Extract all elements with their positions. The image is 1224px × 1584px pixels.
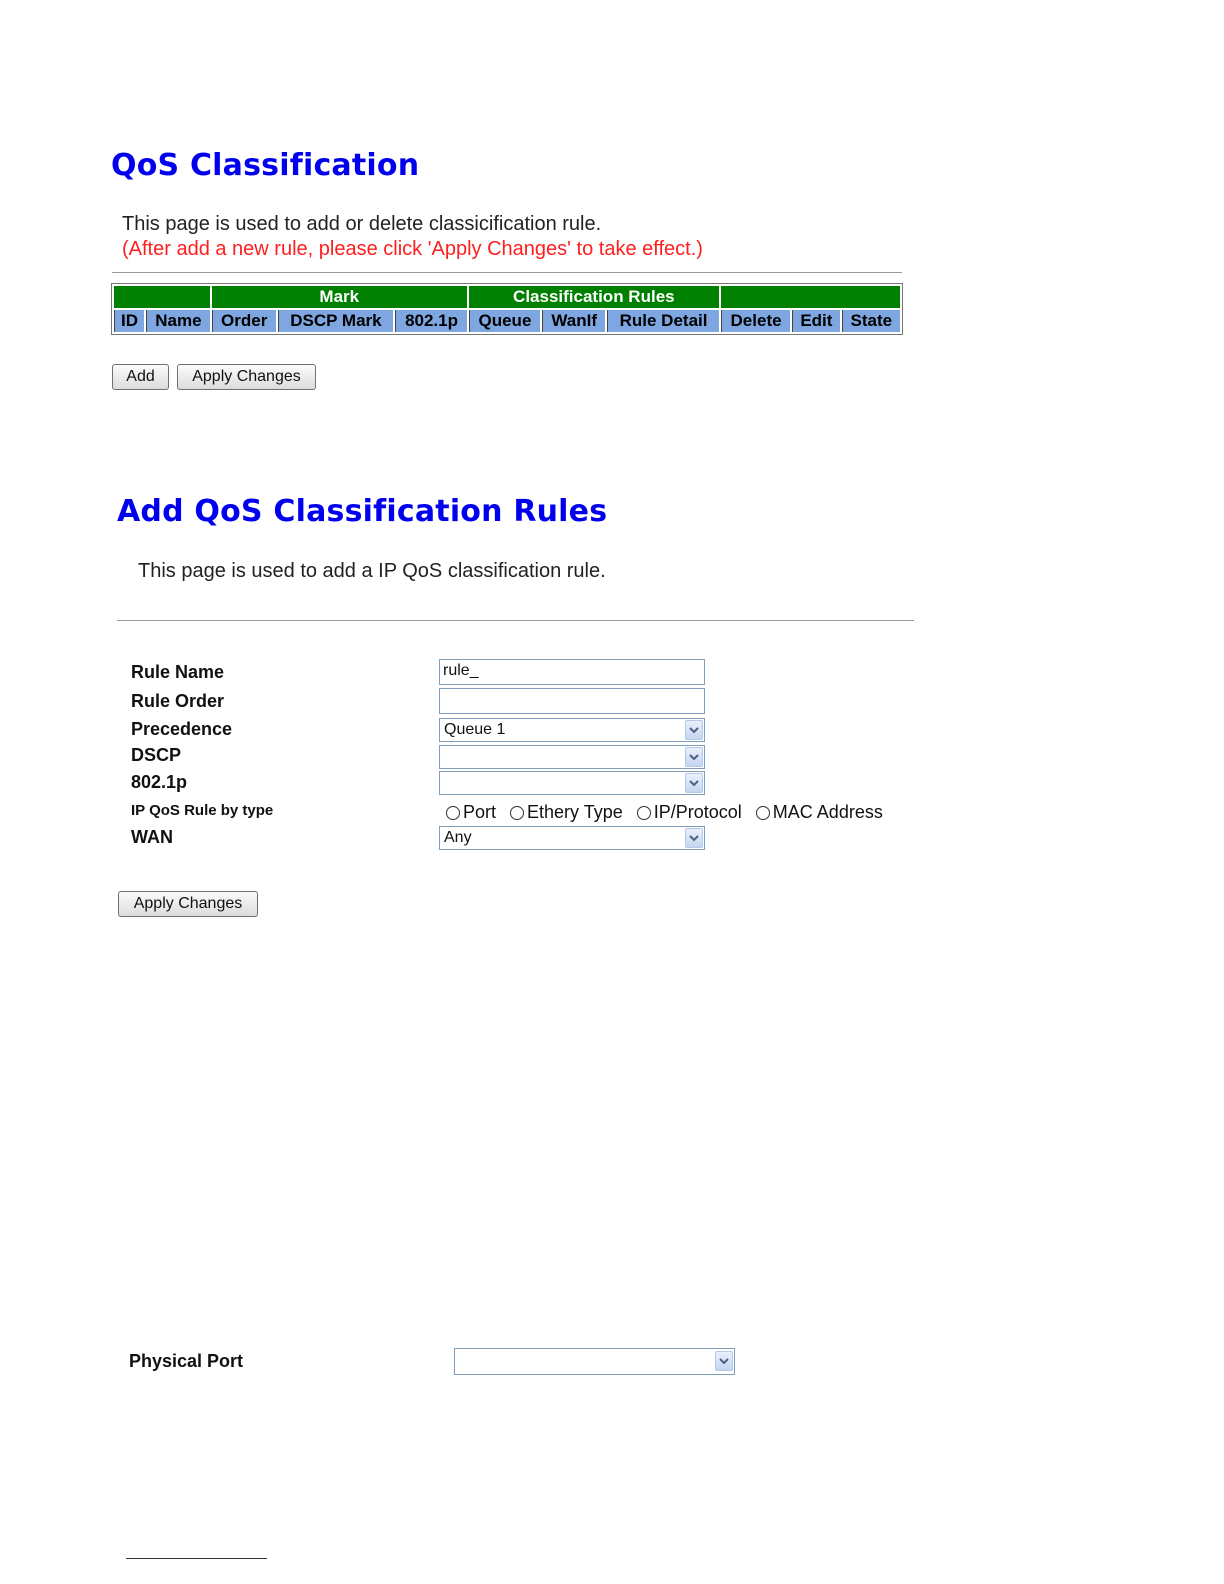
- table-group-header-mark: Mark: [212, 286, 467, 308]
- column-header-delete: Delete: [721, 310, 790, 332]
- rule-type-ether-type-option[interactable]: [510, 802, 623, 823]
- rule-name-label: Rule Name: [131, 662, 225, 682]
- radio-unselected-icon[interactable]: [756, 806, 770, 820]
- rule-order-input[interactable]: [439, 688, 705, 714]
- divider: [117, 620, 914, 621]
- column-header-edit: Edit: [792, 310, 839, 332]
- table-group-header-classification: Classification Rules: [469, 286, 719, 308]
- precedence-label: Precedence: [131, 719, 233, 739]
- rule-type-ether-type-label: Ethery Type: [527, 802, 623, 822]
- dot1p-select[interactable]: [439, 771, 705, 795]
- add-button[interactable]: Add: [112, 364, 169, 390]
- column-header-8021p: 802.1p: [395, 310, 466, 332]
- column-header-dscp-mark: DSCP Mark: [278, 310, 394, 332]
- radio-unselected-icon[interactable]: [510, 806, 524, 820]
- precedence-select[interactable]: [439, 718, 705, 742]
- divider: [112, 272, 902, 273]
- page-title: QoS Classification: [111, 148, 420, 183]
- table-group-header: [114, 286, 210, 308]
- rules-table: [111, 283, 903, 335]
- rule-type-ip-protocol-label: IP/Protocol: [653, 802, 742, 822]
- footnote-rule: [126, 1558, 267, 1559]
- rule-type-port-option[interactable]: [446, 802, 496, 823]
- rule-type-port-label: Port: [463, 802, 497, 822]
- table-group-header-row: [114, 286, 900, 308]
- column-header-rule-detail: Rule Detail: [607, 310, 719, 332]
- table-group-header: [721, 286, 900, 308]
- rule-type-radio-group: [446, 802, 897, 823]
- physical-port-select[interactable]: [454, 1348, 735, 1375]
- add-rules-title: Add QoS Classification Rules: [117, 494, 608, 529]
- radio-unselected-icon[interactable]: [446, 806, 460, 820]
- radio-unselected-icon[interactable]: [637, 806, 651, 820]
- precedence-selected-value: Queue 1: [444, 721, 506, 738]
- chevron-down-icon[interactable]: [685, 828, 703, 848]
- dscp-label: DSCP: [131, 745, 182, 765]
- rule-type-label: IP QoS Rule by type: [131, 802, 274, 819]
- rule-name-input[interactable]: rule_: [439, 659, 705, 685]
- apply-changes-button[interactable]: Apply Changes: [177, 364, 316, 390]
- column-header-order: Order: [212, 310, 276, 332]
- column-header-queue: Queue: [469, 310, 540, 332]
- dscp-select[interactable]: [439, 745, 705, 769]
- wan-selected-value: Any: [444, 829, 472, 846]
- chevron-down-icon[interactable]: [685, 720, 703, 740]
- column-header-wanif: WanIf: [542, 310, 605, 332]
- rule-order-label: Rule Order: [131, 691, 225, 711]
- add-rules-description: This page is used to add a IP QoS classification rule.: [138, 560, 606, 582]
- apply-note: (After add a new rule, please click 'Apply Changes' to take effect.): [122, 238, 703, 260]
- apply-rule-button[interactable]: Apply Changes: [118, 891, 258, 917]
- rule-type-mac-address-option[interactable]: [756, 802, 883, 823]
- column-header-id: ID: [114, 310, 144, 332]
- rule-type-ip-protocol-option[interactable]: [637, 802, 742, 823]
- chevron-down-icon[interactable]: [685, 773, 703, 793]
- wan-select[interactable]: [439, 826, 705, 850]
- column-header-name: Name: [146, 310, 210, 332]
- table-header-row: [114, 310, 900, 332]
- page-description: This page is used to add or delete classicification rule.: [122, 213, 602, 235]
- wan-label: WAN: [131, 827, 173, 847]
- chevron-down-icon[interactable]: [685, 747, 703, 767]
- physical-port-label: Physical Port: [129, 1351, 244, 1371]
- dot1p-label: 802.1p: [131, 772, 188, 792]
- column-header-state: State: [842, 310, 900, 332]
- rule-type-mac-address-label: MAC Address: [772, 802, 883, 822]
- chevron-down-icon[interactable]: [715, 1351, 733, 1371]
